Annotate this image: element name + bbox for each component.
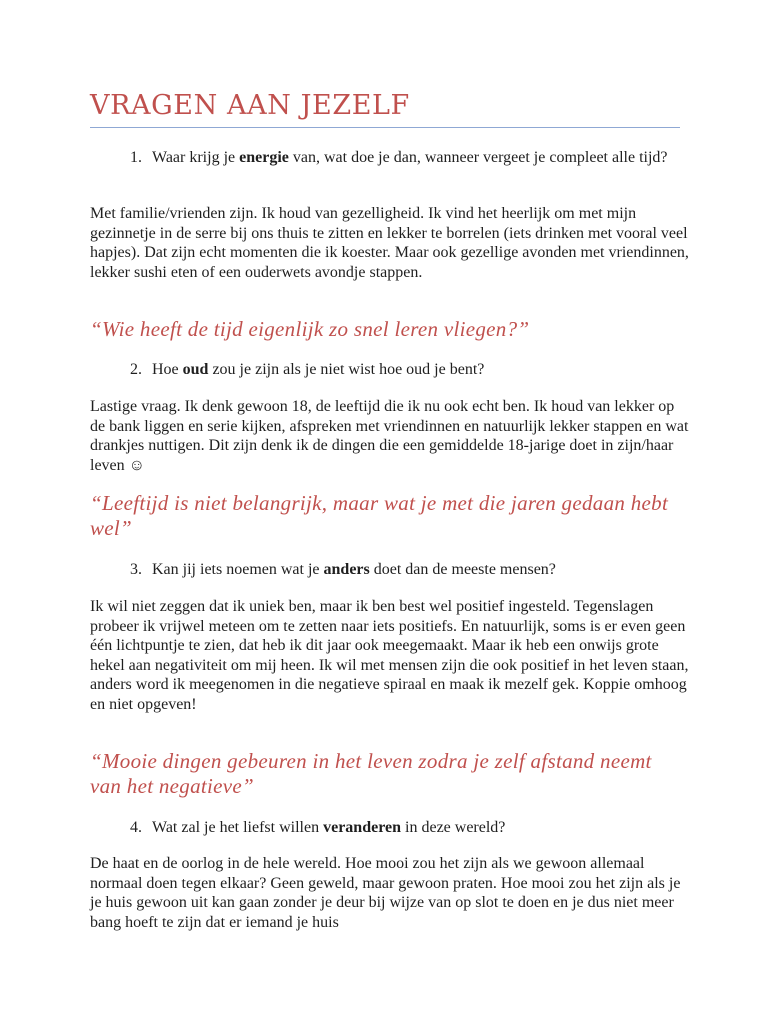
- page-title: VRAGEN AAN JEZELF: [90, 90, 410, 121]
- question-number: 1.: [130, 149, 142, 166]
- question-keyword: veranderen: [323, 819, 402, 836]
- answer-1: Met familie/vrienden zijn. Ik houd van gezelligheid. Ik vind het heerlijk om met mijn gezinnetje in de serre bij ons thuis te zitten en lekker te borrelen (iets drinken met vooral veel hapjes). Dat zijn echt momenten die ik koester. Maar ook gezellige avonden met vriendinnen, lekker sushi eten of een ouderwets avondje stappen.: [90, 205, 689, 281]
- question-keyword: oud: [182, 361, 209, 378]
- question-3: [130, 560, 672, 580]
- question-1: [130, 148, 672, 168]
- question-text-start: Waar krijg je: [152, 149, 240, 166]
- question-text-start: Wat zal je het liefst willen: [152, 819, 324, 836]
- question-2: [130, 360, 672, 380]
- question-number: 4.: [130, 819, 142, 836]
- question-text-end: doet dan de meeste mensen?: [369, 561, 556, 578]
- question-keyword: energie: [239, 149, 289, 166]
- question-text-start: Hoe: [152, 361, 183, 378]
- title-underline: [90, 127, 680, 128]
- question-keyword: anders: [323, 561, 370, 578]
- question-text-start: Kan jij iets noemen wat je: [152, 561, 324, 578]
- answer-3: Ik wil niet zeggen dat ik uniek ben, maar ik ben best wel positief ingesteld. Tegenslagen probeer ik vrijwel meteen om te zetten naar iets positiefs. En natuurlijk, soms is er even geen één lichtpuntje te zien, dat heb ik dit jaar ook meegemaakt. Maar ik heb een onwijs grote hekel aan negativiteit om mij heen. Ik wil met mensen zijn die ook positief in het leven staan, anders word ik meegenomen in die negatieve spiraal en maak ik mezelf gek. Koppie omhoog en niet opgeven!: [90, 598, 689, 713]
- question-number: 2.: [130, 361, 142, 378]
- answer-4: De haat en de oorlog in de hele wereld. Hoe mooi zou het zijn als we gewoon allemaal normaal doen tegen elkaar? Geen geweld, maar gewoon praten. Hoe mooi zou het zijn als je je huis gewoon uit kan gaan zonder je deur bij wijze van op slot te doen en je dus niet meer bang hoeft te zijn dat er iemand je huis: [90, 855, 681, 931]
- question-text-end: van, wat doe je dan, wanneer vergeet je compleet alle tijd?: [288, 149, 668, 166]
- answer-2: Lastige vraag. Ik denk gewoon 18, de leeftijd die ik nu ook echt ben. Ik houd van lekker op de bank liggen en serie kijken, afspreken met vriendinnen en natuurlijk lekker stappen en wat drankjes nuttigen. Dit zijn denk ik de dingen die een gemiddelde 18-jarige doet in zijn/haar leven ☺: [90, 398, 689, 474]
- question-text-end: zou je zijn als je niet wist hoe oud je bent?: [208, 361, 485, 378]
- quote-2: “Leeftijd is niet belangrijk, maar wat je met die jaren gedaan hebt wel”: [90, 491, 669, 540]
- question-4: [130, 818, 672, 838]
- quote-3: “Mooie dingen gebeuren in het leven zodra je zelf afstand neemt van het negatieve”: [90, 749, 652, 798]
- quote-1: “Wie heeft de tijd eigenlijk zo snel leren vliegen?”: [90, 317, 530, 341]
- question-text-end: in deze wereld?: [401, 819, 506, 836]
- question-number: 3.: [130, 561, 142, 578]
